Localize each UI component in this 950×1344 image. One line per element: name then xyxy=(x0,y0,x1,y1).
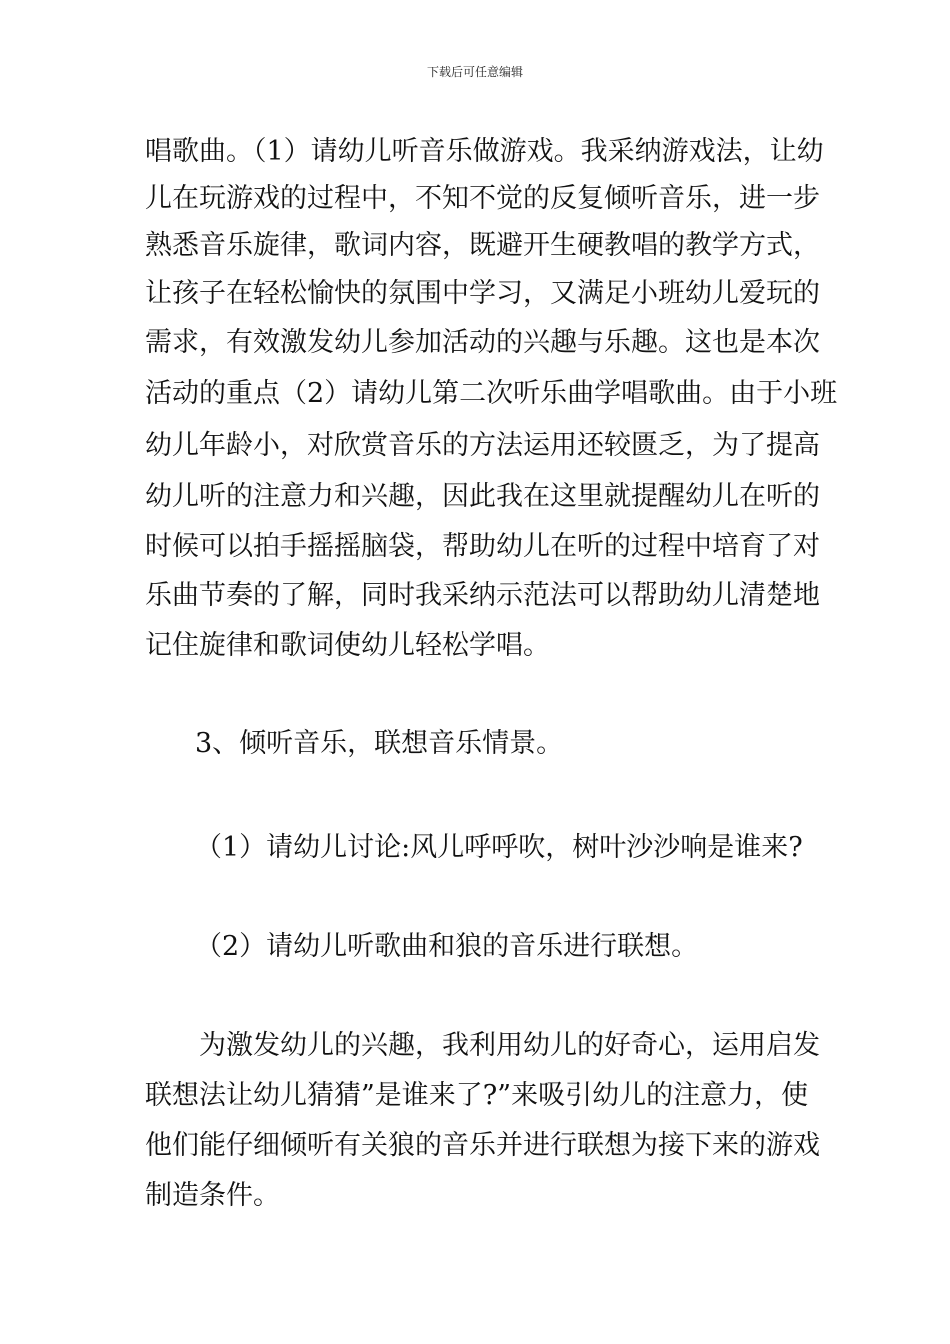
paragraph-1-line-11: 记住旋律和歌词使幼儿轻松学唱。 xyxy=(145,630,550,661)
paragraph-1-line-8: 幼儿听的注意力和兴趣，因此我在这里就提醒幼儿在听的 xyxy=(145,481,820,512)
page-header-note: 下载后可任意编辑 xyxy=(426,65,523,79)
paragraph-2-line-3: 他们能仔细倾听有关狼的音乐并进行联想为接下来的游戏 xyxy=(145,1130,820,1161)
paragraph-1-line-10: 乐曲节奏的了解，同时我采纳示范法可以帮助幼儿清楚地 xyxy=(145,580,820,611)
section-heading: 3、倾听音乐，联想音乐情景。 xyxy=(195,728,564,759)
paragraph-1-line-1: 唱歌曲。（1）请幼儿听音乐做游戏。我采纳游戏法，让幼 xyxy=(145,136,824,167)
paragraph-1-line-4: 让孩子在轻松愉快的氛围中学习，又满足小班幼儿爱玩的 xyxy=(145,278,820,309)
paragraph-1-line-2: 儿在玩游戏的过程中，不知不觉的反复倾听音乐，进一步 xyxy=(145,183,820,214)
paragraph-2-line-1: 为激发幼儿的兴趣，我利用幼儿的好奇心，运用启发 xyxy=(199,1030,820,1061)
paragraph-2-line-2: 联想法让幼儿猜猜”是谁来了?”来吸引幼儿的注意力，使 xyxy=(145,1080,809,1111)
list-item-2: （2）请幼儿听歌曲和狼的音乐进行联想。 xyxy=(195,931,699,962)
paragraph-1-line-3: 熟悉音乐旋律，歌词内容，既避开生硬教唱的教学方式， xyxy=(145,230,820,261)
paragraph-1-line-9: 时候可以拍手摇摇脑袋，帮助幼儿在听的过程中培育了对 xyxy=(145,531,820,562)
paragraph-1-line-5: 需求，有效激发幼儿参加活动的兴趣与乐趣。这也是本次 xyxy=(145,327,820,358)
paragraph-1-line-6: 活动的重点（2）请幼儿第二次听乐曲学唱歌曲。由于小班 xyxy=(145,378,838,409)
paragraph-2-line-4: 制造条件。 xyxy=(145,1180,280,1211)
list-item-1: （1）请幼儿讨论:风儿呼呼吹，树叶沙沙响是谁来? xyxy=(195,832,803,863)
paragraph-1-line-7: 幼儿年龄小，对欣赏音乐的方法运用还较匮乏，为了提高 xyxy=(145,430,820,461)
